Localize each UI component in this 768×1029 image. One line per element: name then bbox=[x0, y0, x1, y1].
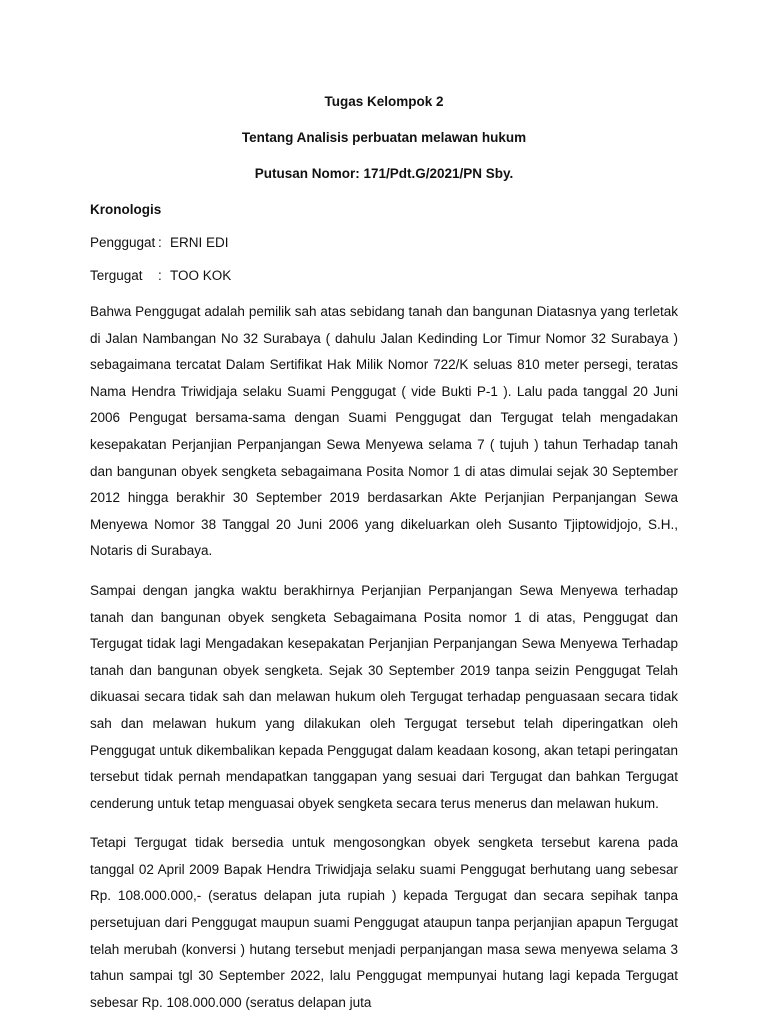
party-row-tergugat bbox=[90, 266, 678, 286]
paragraph-2: Sampai dengan jangka waktu berakhirnya Perjanjian Perpanjangan Sewa Menyewa terhadap tanah dan bangunan obyek sengketa Sebagaimana Posita nomor 1 di atas, Penggugat dan Tergugat tidak lagi Mengadakan kesepakatan Perjanjian Perpanjangan Sewa Menyewa Terhadap tanah dan bangunan obyek sengketa. Sejak 30 September 2019 tanpa seizin Penggugat Telah dikuasai secara tidak sah dan melawan hukum oleh Tergugat terhadap penguasaan secara tidak sah dan melawan hukum yang dilakukan oleh Tergugat tersebut telah diperingatkan oleh Penggugat untuk dikembalikan kepada Penggugat dalam keadaan kosong, akan tetapi peringatan tersebut tidak pernah mendapatkan tanggapan yang sesuai dari Tergugat dan bahkan Tergugat cenderung untuk tetap menguasai obyek sengketa secara terus menerus dan melawan hukum. bbox=[90, 582, 678, 811]
section-heading-kronologis: Kronologis bbox=[90, 202, 162, 217]
party-row-penggugat bbox=[90, 233, 678, 253]
party-value: ERNI EDI bbox=[170, 235, 229, 250]
document-title-line-1: Tugas Kelompok 2 bbox=[324, 94, 444, 109]
paragraph-1: Bahwa Penggugat adalah pemilik sah atas sebidang tanah dan bangunan Diatasnya yang terletak di Jalan Nambangan No 32 Surabaya ( dahulu Jalan Kedinding Lor Timur Nomor 32 Surabaya ) sebagaimana tercatat Dalam Sertifikat Hak Milik Nomor 722/K seluas 810 meter persegi, teratas Nama Hendra Triwidjaja selaku Suami Penggugat ( vide Bukti P-1 ). Lalu pada tanggal 20 Juni 2006 Pengugat bersama-sama dengan Suami Penggugat dan Tergugat telah mengadakan kesepakatan Perjanjian Perpanjangan Sewa Menyewa selama 7 ( tujuh ) tahun Terhadap tanah dan bangunan obyek sengketa sebagaimana Posita Nomor 1 di atas dimulai sejak 30 September 2012 hingga berakhir 30 September 2019 berdasarkan Akte Perjanjian Perpanjangan Sewa Menyewa Nomor 38 Tanggal 20 Juni 2006 yang dikeluarkan oleh Susanto Tjiptowidjojo, S.H., Notaris di Surabaya. bbox=[90, 304, 678, 559]
paragraph-3: Tetapi Tergugat tidak bersedia untuk mengosongkan obyek sengketa tersebut karena pada tanggal 02 April 2009 Bapak Hendra Triwidjaja selaku suami Penggugat berhutang uang sebesar Rp. 108.000.000,- (seratus delapan juta rupiah ) kepada Tergugat dan secara sepihak tanpa persetujuan dari Penggugat maupun suami Penggugat ataupun tanpa perjanjian apapun Tergugat telah merubah (konversi ) hutang tersebut menjadi perpanjangan masa sewa menyewa selama 3 tahun sampai tgl 30 September 2022, lalu Penggugat mempunyai hutang lagi kepada Tergugat sebesar Rp. 108.000.000 (seratus delapan juta bbox=[90, 835, 678, 1010]
party-label: Penggugat bbox=[90, 235, 156, 250]
document-title-line-3: Putusan Nomor: 171/Pdt.G/2021/PN Sby. bbox=[254, 166, 514, 181]
party-label: Tergugat bbox=[90, 268, 143, 283]
party-value: TOO KOK bbox=[170, 268, 232, 283]
party-colon: : bbox=[158, 268, 162, 283]
party-colon: : bbox=[158, 235, 162, 250]
document-title-line-2: Tentang Analisis perbuatan melawan hukum bbox=[241, 130, 527, 145]
document-page bbox=[90, 92, 678, 1029]
